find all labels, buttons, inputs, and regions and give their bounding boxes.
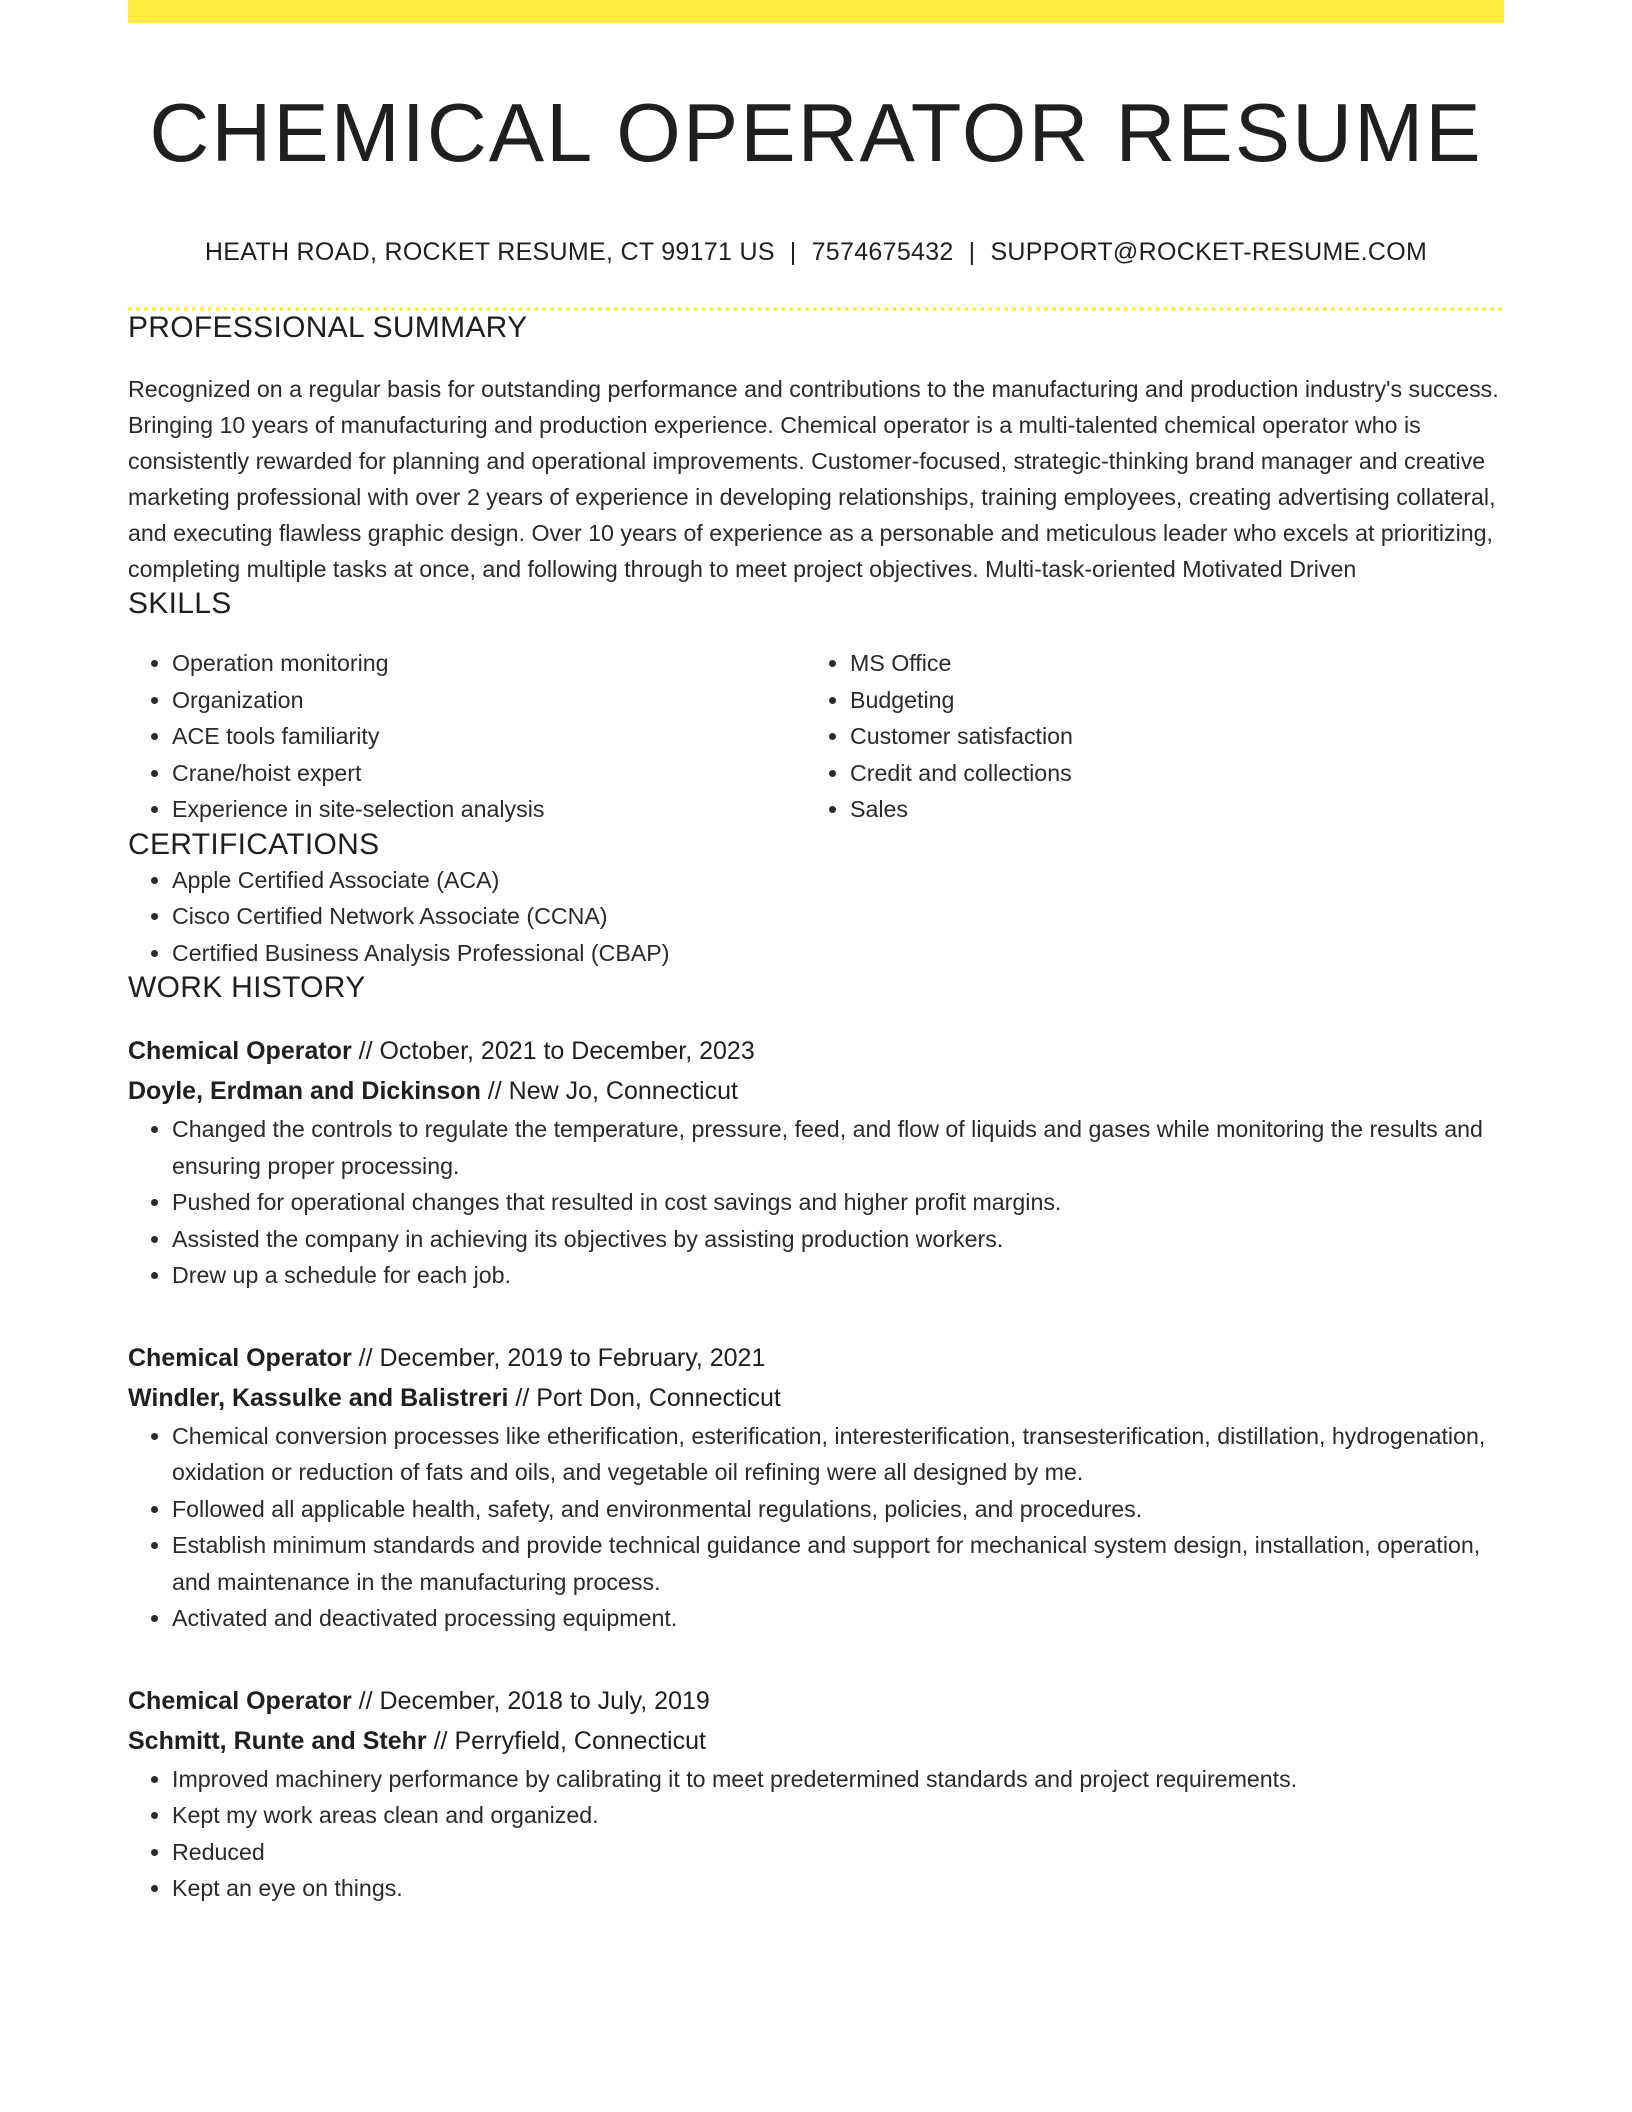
certifications-heading: CERTIFICATIONS xyxy=(128,827,380,861)
job-bullet: • Changed the controls to regulate the temperature, pressure, feed, and flow of liquids and gases while monitoring the results and ensuring proper processing. xyxy=(172,1111,1504,1184)
job-role-line xyxy=(128,1338,1504,1378)
job-company: Doyle, Erdman and Dickinson xyxy=(128,1077,481,1106)
resume-page xyxy=(128,0,1504,1907)
skill-item: • Sales xyxy=(850,791,1484,828)
skill-item: • MS Office xyxy=(850,645,1484,682)
job-location: Port Don, Connecticut xyxy=(536,1383,781,1412)
summary-text: Recognized on a regular basis for outstanding performance and contributions to the manufacturing and production industry's success. Bringing 10 years of manufacturing and production experience. Chemical operator is a multi-talented chemical operator who is consistently rewarded for planning and operational improvements. Customer-focused, strategic-thinking brand manager and creative marketing professional with over 2 years of experience in developing relationships, training employees, creating advertising collateral, and executing flawless graphic design. Over 10 years of experience as a personable and meticulous leader who excels at prioritizing, completing multiple tasks at once, and following through to meet project objectives. Multi-task-oriented Motivated Driven xyxy=(128,376,1499,583)
job-bullet: • Kept my work areas clean and organized. xyxy=(172,1797,1504,1834)
skill-item: • ACE tools familiarity xyxy=(172,718,806,755)
job-bullet: • Followed all applicable health, safety, and environmental regulations, policies, and procedures. xyxy=(172,1491,1504,1528)
skills-section xyxy=(128,587,1504,828)
contact-separator: | xyxy=(789,238,797,267)
skill-item: • Crane/hoist expert xyxy=(172,755,806,792)
skills-list-left xyxy=(128,645,806,828)
job-dates: December, 2019 to February, 2021 xyxy=(379,1343,766,1372)
job-bullet: • Pushed for operational changes that resulted in cost savings and higher profit margins. xyxy=(172,1184,1504,1221)
job-company: Schmitt, Runte and Stehr xyxy=(128,1726,427,1755)
job-company-line xyxy=(128,1071,1504,1111)
work-history-heading: WORK HISTORY xyxy=(128,971,366,1005)
contact-line xyxy=(128,238,1504,267)
job-entry xyxy=(128,1681,1504,1907)
job-bullets xyxy=(128,1761,1504,1907)
job-bullet: • Activated and deactivated processing equipment. xyxy=(172,1600,1504,1637)
email: SUPPORT@ROCKET-RESUME.COM xyxy=(990,238,1428,267)
job-entry xyxy=(128,1031,1504,1294)
skills-column-right xyxy=(806,645,1484,828)
job-entry xyxy=(128,1338,1504,1637)
job-company-line xyxy=(128,1378,1504,1418)
job-separator: // xyxy=(508,1383,537,1412)
skill-item: • Customer satisfaction xyxy=(850,718,1484,755)
job-dates: December, 2018 to July, 2019 xyxy=(379,1686,710,1715)
resume-title: CHEMICAL OPERATOR RESUME xyxy=(149,86,1483,179)
skill-item: • Organization xyxy=(172,682,806,719)
job-company: Windler, Kassulke and Balistreri xyxy=(128,1383,509,1412)
skill-item: • Operation monitoring xyxy=(172,645,806,682)
skills-heading: SKILLS xyxy=(128,587,232,621)
job-separator: // xyxy=(351,1037,380,1066)
summary-section xyxy=(128,311,1504,587)
job-bullet: • Chemical conversion processes like etherification, esterification, interesterification, transesterification, distillation, hydrogenation, oxidation or reduction of fats and oils, and vegetable oil refining were all designed by me. xyxy=(172,1418,1504,1491)
certification-item: • Cisco Certified Network Associate (CCNA) xyxy=(172,898,1504,935)
job-bullet: • Improved machinery performance by calibrating it to meet predetermined standards and project requirements. xyxy=(172,1761,1504,1798)
skill-item: • Credit and collections xyxy=(850,755,1484,792)
work-history-section xyxy=(128,971,1504,1907)
job-company-line xyxy=(128,1721,1504,1761)
job-bullet: • Establish minimum standards and provide technical guidance and support for mechanical system design, installation, operation, and maintenance in the manufacturing process. xyxy=(172,1527,1504,1600)
job-dates: October, 2021 to December, 2023 xyxy=(379,1037,755,1066)
top-accent-bar xyxy=(128,0,1504,23)
job-location: Perryfield, Connecticut xyxy=(454,1726,706,1755)
summary-heading: PROFESSIONAL SUMMARY xyxy=(128,311,528,345)
contact-separator: | xyxy=(968,238,976,267)
certification-item: • Apple Certified Associate (ACA) xyxy=(172,862,1504,899)
job-bullet: • Kept an eye on things. xyxy=(172,1870,1504,1907)
certification-item: • Certified Business Analysis Professional (CBAP) xyxy=(172,935,1504,972)
job-role-line xyxy=(128,1681,1504,1721)
job-role: Chemical Operator xyxy=(128,1343,352,1372)
certifications-list xyxy=(128,862,1504,972)
job-separator: // xyxy=(480,1077,509,1106)
job-role: Chemical Operator xyxy=(128,1037,352,1066)
job-separator: // xyxy=(351,1343,380,1372)
job-bullet: • Drew up a schedule for each job. xyxy=(172,1257,1504,1294)
skills-column-left xyxy=(128,645,806,828)
job-bullets xyxy=(128,1111,1504,1294)
job-bullets xyxy=(128,1418,1504,1637)
job-bullet: • Assisted the company in achieving its objectives by assisting production workers. xyxy=(172,1221,1504,1258)
phone: 7574675432 xyxy=(811,238,954,267)
job-separator: // xyxy=(351,1686,380,1715)
skills-list-right xyxy=(806,645,1484,828)
job-role: Chemical Operator xyxy=(128,1686,352,1715)
job-role-line xyxy=(128,1031,1504,1071)
skill-item: • Budgeting xyxy=(850,682,1484,719)
job-bullet: • Reduced xyxy=(172,1834,1504,1871)
certifications-section xyxy=(128,828,1504,972)
skill-item: • Experience in site-selection analysis xyxy=(172,791,806,828)
job-location: New Jo, Connecticut xyxy=(508,1077,738,1106)
job-separator: // xyxy=(426,1726,455,1755)
address: HEATH ROAD, ROCKET RESUME, CT 99171 US xyxy=(204,238,775,267)
skills-grid xyxy=(128,645,1504,828)
